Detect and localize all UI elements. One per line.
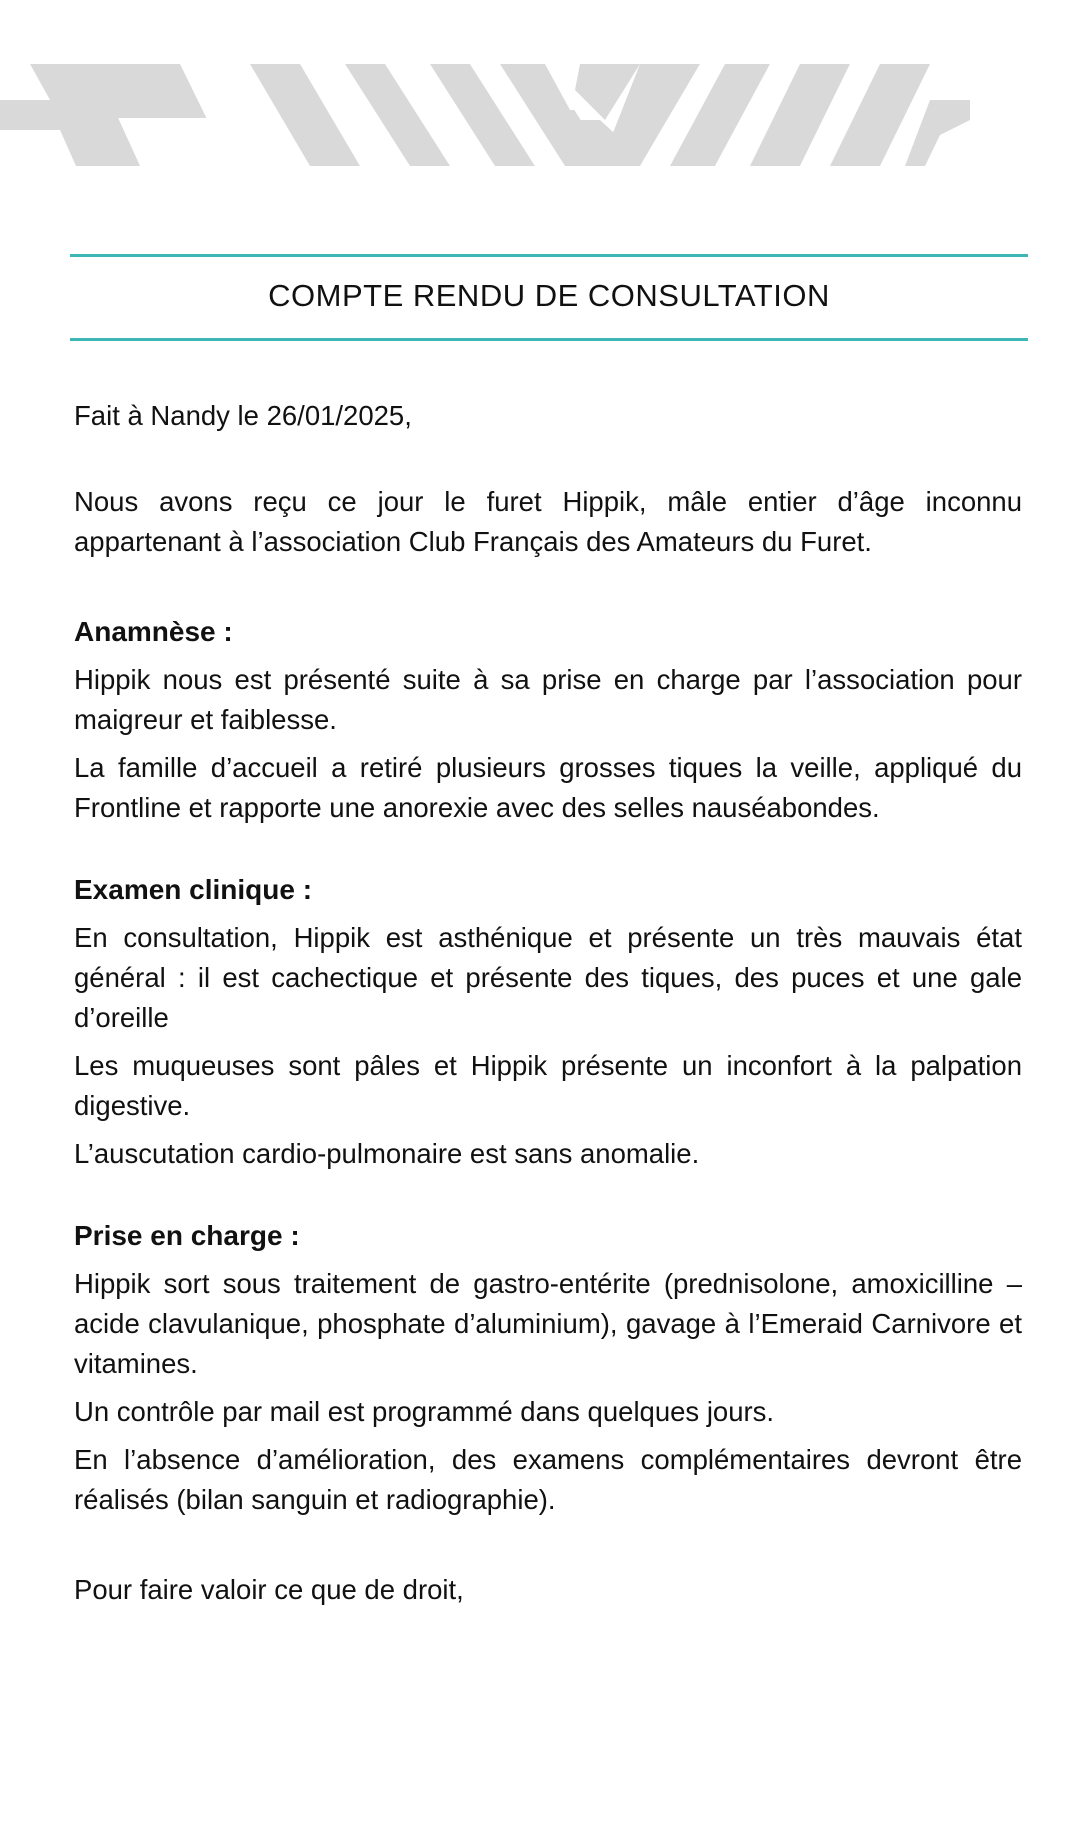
section-heading-examen: Examen clinique : <box>74 874 313 905</box>
document-title: COMPTE RENDU DE CONSULTATION <box>268 278 830 313</box>
anamnese-paragraph-1: Hippik nous est présenté suite à sa prise en charge par l’association pour maigreur et faiblesse. <box>74 664 1022 735</box>
title-bottom-rule <box>70 338 1028 341</box>
prise-en-charge-paragraph-2: Un contrôle par mail est programmé dans quelques jours. <box>74 1396 775 1427</box>
intro-paragraph: Nous avons reçu ce jour le furet Hippik, mâle entier d’âge inconnu appartenant à l’association Club Français des Amateurs du Furet. <box>74 486 1022 557</box>
closing-line: Pour faire valoir ce que de droit, <box>74 1574 464 1605</box>
examen-paragraph-2: Les muqueuses sont pâles et Hippik présente un inconfort à la palpation digestive. <box>74 1050 1022 1121</box>
header-stripe-decoration <box>0 60 970 166</box>
section-heading-anamnese: Anamnèse : <box>74 616 233 647</box>
section-heading-prise-en-charge: Prise en charge : <box>74 1220 300 1251</box>
examen-paragraph-3: L’auscutation cardio-pulmonaire est sans anomalie. <box>74 1138 700 1169</box>
examen-paragraph-1: En consultation, Hippik est asthénique et présente un très mauvais état général : il est cachectique et présente des tiques, des puces et une gale d’oreille <box>74 922 1022 1033</box>
title-top-rule <box>70 254 1028 257</box>
prise-en-charge-paragraph-3: En l’absence d’amélioration, des examens complémentaires devront être réalisés (bilan sanguin et radiographie). <box>74 1444 1022 1515</box>
anamnese-paragraph-2: La famille d’accueil a retiré plusieurs grosses tiques la veille, appliqué du Frontline et rapporte une anorexie avec des selles nauséabondes. <box>74 752 1022 823</box>
prise-en-charge-paragraph-1: Hippik sort sous traitement de gastro-entérite (prednisolone, amoxicilline – acide clavulanique, phosphate d’aluminium), gavage à l’Emeraid Carnivore et vitamines. <box>74 1268 1022 1379</box>
place-date-line: Fait à Nandy le 26/01/2025, <box>74 400 412 431</box>
document-body <box>74 396 1022 1618</box>
